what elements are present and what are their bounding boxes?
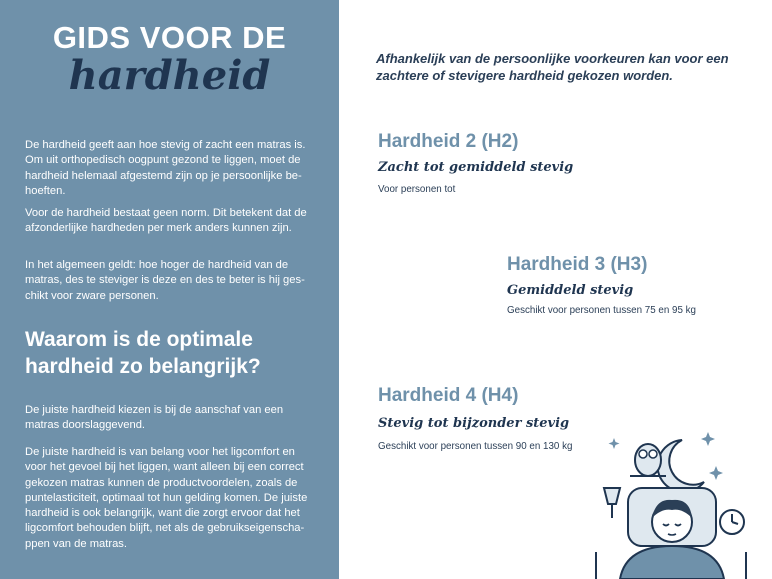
level-h2-title: Hardheid 2 (H2) — [378, 131, 519, 152]
general-rule-paragraph: In het algemeen geldt: hoe hoger de hardheid van de matras, des te steviger is deze en des te beter is hij ges-chikt voor zware personen. — [25, 259, 305, 302]
lamp-icon — [604, 488, 620, 518]
level-h4-description: Geschikt voor personen tussen 90 en 130 kg — [378, 441, 573, 452]
level-h2-subtitle: Zacht tot gemiddeld stevig — [378, 160, 574, 175]
norm-paragraph: Voor de hardheid bestaat geen norm. Dit betekent dat de afzonderlijke hardheden per merk anders kunnen zijn. — [25, 207, 307, 235]
star-icon — [709, 466, 723, 480]
level-h4-title: Hardheid 4 (H4) — [378, 385, 519, 406]
level-h4-subtitle: Stevig tot bijzonder stevig — [378, 416, 570, 431]
alarm-clock-icon — [720, 510, 744, 534]
star-icon — [701, 432, 715, 446]
importance-paragraph: De juiste hardheid is van belang voor het ligcomfort en voor het gevoel bij het liggen, want alleen bij een correct gekozen matras kunnen de productvoordelen, zoals de puntelasticiteit, optimaal tot hun gelding komen. De juiste hardheid is ook belangrijk, want die zorgt ervoor dat het ligcomfort behouden blijft, net als de gebruikseigenscha-ppen van de matras. — [25, 446, 308, 550]
level-h2-description: Voor personen tot — [378, 184, 456, 195]
level-h3-description: Geschikt voor personen tussen 75 en 95 kg — [507, 305, 696, 316]
level-h3-title: Hardheid 3 (H3) — [507, 254, 648, 275]
section-heading: Waarom is de optimale hardheid zo belangrijk? — [25, 328, 261, 378]
left-panel — [0, 0, 339, 579]
sleeping-person-icon — [586, 426, 756, 579]
intro-paragraph: De hardheid geeft aan hoe stevig of zacht een matras is. Om uit orthopedisch oogpunt gezond te liggen, moet de hardheid helemaal afgestemd zijn op je persoonlijke be-hoeften. — [25, 139, 306, 197]
guide-title-script: hardheid — [68, 52, 271, 99]
choice-paragraph: De juiste hardheid kiezen is bij de aanschaf van een matras doorslaggevend. — [25, 404, 284, 432]
level-h3-subtitle: Gemiddeld stevig — [507, 283, 634, 298]
lead-text: Afhankelijk van de persoonlijke voorkeuren kan voor een zachtere of stevigere hardheid gekozen worden. — [376, 51, 729, 83]
moon-icon — [658, 440, 704, 492]
guide-title: GIDS VOOR DE — [52, 20, 287, 55]
star-icon — [609, 438, 620, 449]
